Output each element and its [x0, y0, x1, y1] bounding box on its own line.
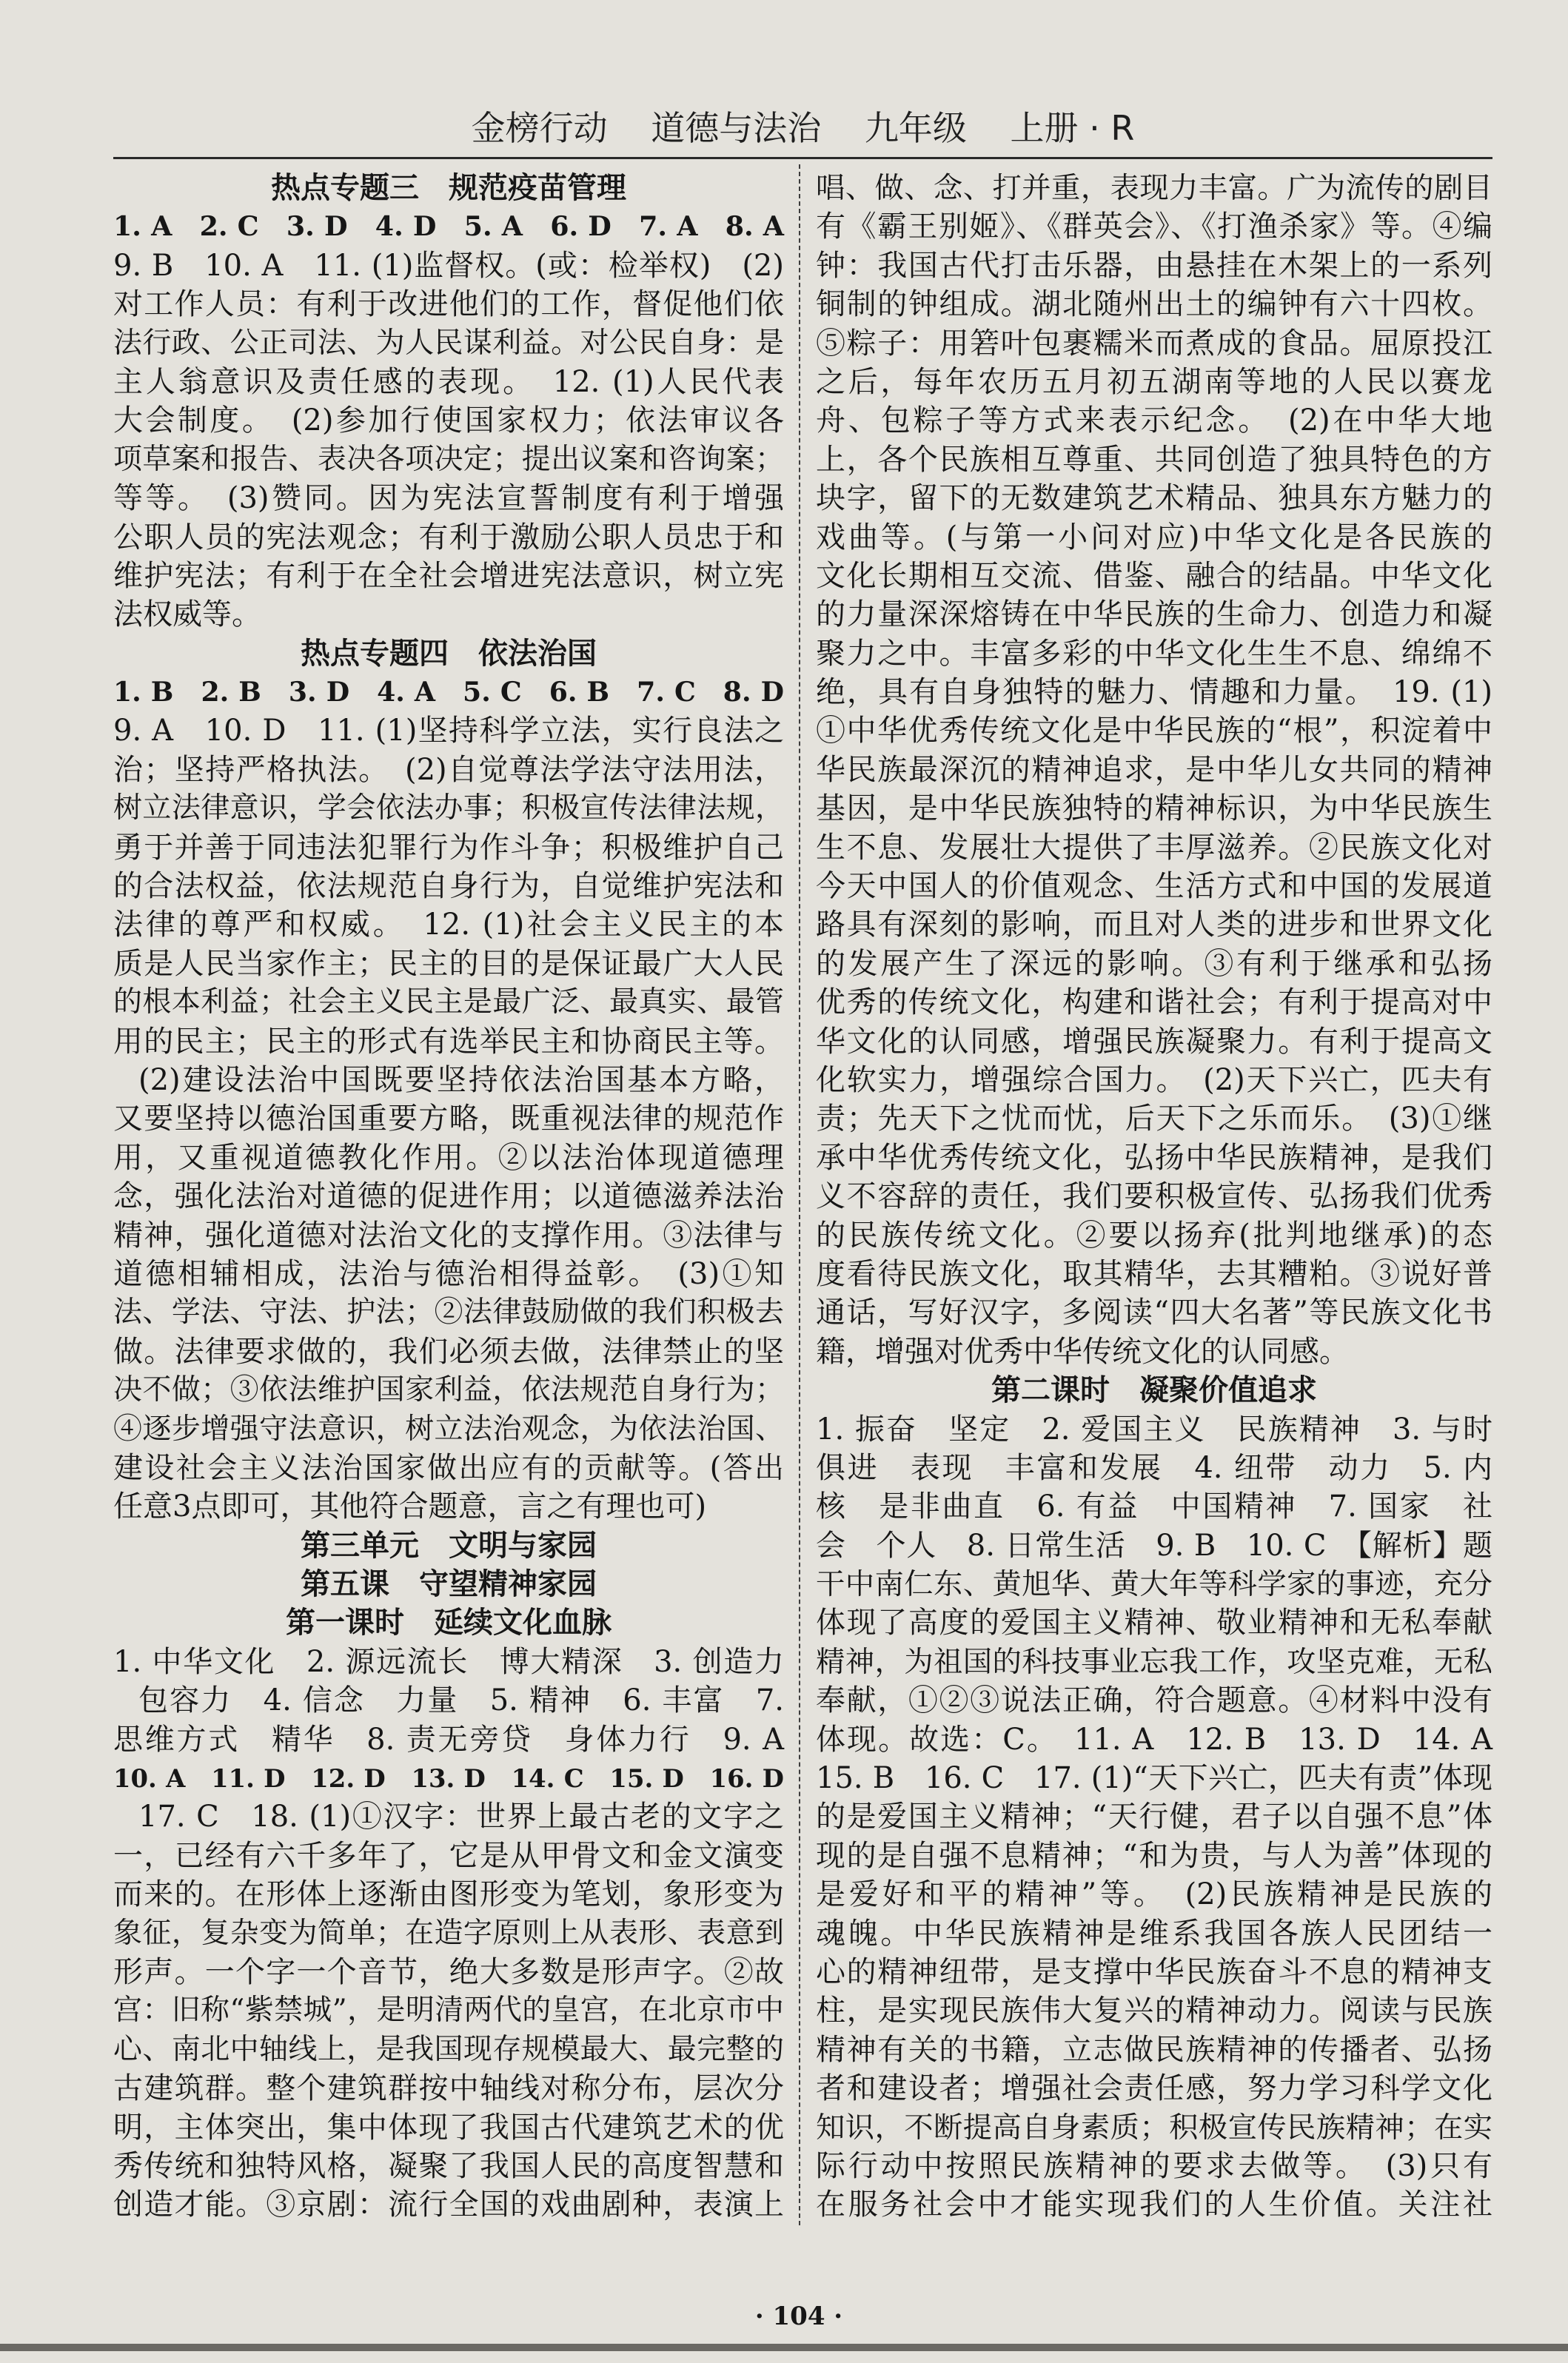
period-heading: 第二课时 凝聚价值追求 [991, 1372, 1317, 1408]
answer-line: 生不息、发展壮大提供了丰厚滋养。②民族文化对 [816, 830, 1492, 865]
answer-line: 决不做；③依法维护国家利益，依法规范自身行为； [113, 1373, 784, 1407]
answer-line: 用的民主；民主的形式有选举民主和协商民主等。 [113, 1024, 784, 1059]
answer-line: ⑤粽子：用箬叶包裹糯米而煮成的食品。屈原投江 [816, 326, 1492, 361]
answer-line: 籍，增强对优秀中华传统文化的认同感。 [816, 1334, 1349, 1369]
answer-line: 度看待民族文化，取其精华，去其糟粕。③说好普 [816, 1256, 1492, 1291]
answer-line: 又要坚持以德治国重要方略，既重视法律的规范作 [113, 1102, 784, 1136]
left-column [113, 169, 784, 2225]
answer-line: 包容力 4. 信念 力量 5. 精神 6. 丰富 7. [138, 1683, 784, 1718]
answer-line: 法行政、公正司法、为人民谋利益。对公民自身：是 [113, 326, 784, 360]
lesson-heading: 第五课 守望精神家园 [301, 1566, 597, 1602]
answer-line: 质是人民当家作主；民主的目的是保证最广大人民 [113, 946, 784, 981]
answer-line: 宫：旧称“紫禁城”，是明清两代的皇宫，在北京市中 [113, 1994, 784, 2028]
answer-line: 块字，留下的无数建筑艺术精品、独具东方魅力的 [816, 481, 1492, 516]
answer-line: 通话，写好汉字，多阅读“四大名著”等民族文化书 [816, 1296, 1492, 1330]
answer-line: 明，主体突出，集中体现了我国古代建筑艺术的优 [113, 2110, 784, 2145]
answer-line: 形声。一个字一个音节，绝大多数是形声字。②故 [113, 1954, 784, 1989]
answer-line: 是爱好和平的精神”等。 (2)民族精神是民族的 [816, 1877, 1492, 1912]
period-heading: 第一课时 延续文化血脉 [286, 1605, 612, 1640]
answer-line: 主人翁意识及责任感的表现。 12. (1)人民代表 [113, 364, 784, 399]
answer-line: 秀传统和独特风格，凝聚了我国人民的高度智慧和 [113, 2148, 784, 2183]
header-brand: 金榜行动 [471, 108, 608, 148]
answer-line: 1. A 2. C 3. D 4. D 5. A 6. D 7. A 8. A [113, 210, 784, 243]
answer-line: 任意3点即可，其他符合题意，言之有理也可) [113, 1489, 707, 1524]
header-subject: 道德与法治 [651, 108, 822, 148]
header-rule [113, 157, 1492, 159]
column-divider [799, 164, 800, 2225]
answer-line: 奉献，①②③说法正确，符合题意。④材料中没有 [816, 1683, 1492, 1718]
answer-line: 之后，每年农历五月初五湖南等地的人民以赛龙 [816, 364, 1492, 399]
answer-line: 文化长期相互交流、借鉴、融合的结晶。中华文化 [816, 558, 1492, 593]
answer-line: 责；先天下之忧而忧，后天下之乐而乐。 (3)①继 [816, 1102, 1492, 1136]
answer-line: 聚力之中。丰富多彩的中华文化生生不息、绵绵不 [816, 636, 1492, 671]
answer-line: 的合法权益，依法规范自身行为，自觉维护宪法和 [113, 869, 784, 904]
answer-line: 际行动中按照民族精神的要求去做等。 (3)只有 [816, 2148, 1492, 2183]
answer-line: 钟：我国古代打击乐器，由悬挂在木架上的一系列 [816, 248, 1492, 283]
answer-line: 道德相辅相成，法治与德治相得益彰。 (3)①知 [113, 1256, 784, 1291]
header-volume: 上册 · R [1010, 108, 1135, 148]
answer-line: 舟、包粽子等方式来表示纪念。 (2)在中华大地 [816, 403, 1492, 438]
answer-line: 10. A 11. D 12. D 13. D 14. C 15. D 16. D [113, 1763, 784, 1794]
answer-line: 而来的。在形体上逐渐由图形变为笔划，象形变为 [113, 1877, 784, 1912]
answer-line: 念，强化法治对道德的促进作用；以道德滋养法治 [113, 1179, 784, 1214]
answer-line: 今天中国人的价值观念、生活方式和中国的发展道 [816, 869, 1492, 904]
answer-line: 创造才能。③京剧：流行全国的戏曲剧种，表演上 [113, 2188, 784, 2222]
answer-line: 精神，为祖国的科技事业忘我工作，攻坚克难，无私 [816, 1644, 1492, 1679]
answer-line: 一，已经有六千多年了，它是从甲骨文和金文演变 [113, 1838, 784, 1873]
section-heading: 热点专题三 规范疫苗管理 [271, 170, 626, 205]
answer-line: 维护宪法；有利于在全社会增进宪法意识，树立宪 [113, 558, 784, 593]
scan-edge [0, 2344, 1568, 2351]
answer-line: 义不容辞的责任，我们要积极宣传、弘扬我们优秀 [816, 1179, 1492, 1214]
answer-line: 9. A 10. D 11. (1)坚持科学立法，实行良法之 [113, 714, 784, 748]
answer-line: 戏曲等。(与第一小问对应)中华文化是各民族的 [816, 520, 1492, 554]
page-number: · 104 · [754, 2302, 843, 2331]
answer-line: 1. B 2. B 3. D 4. A 5. C 6. B 7. C 8. D [113, 676, 784, 708]
answer-line: 法权威等。 [113, 597, 261, 632]
answer-line: 的力量深深熔铸在中华民族的生命力、创造力和凝 [816, 597, 1492, 632]
answer-line: 的是爱国主义精神；“天行健，君子以自强不息”体 [816, 1800, 1492, 1834]
answer-line: 核 是非曲直 6. 有益 中国精神 7. 国家 社 [816, 1489, 1492, 1524]
answer-line: 做。法律要求做的，我们必须去做，法律禁止的坚 [113, 1334, 784, 1369]
answer-line: 树立法律意识，学会依法办事；积极宣传法律法规， [113, 791, 784, 825]
answer-line: 的发展产生了深远的影响。③有利于继承和弘扬 [816, 946, 1492, 981]
answer-line: 对工作人员：有利于改进他们的工作，督促他们依 [113, 287, 784, 322]
answer-line: 华文化的认同感，增强民族凝聚力。有利于提高文 [816, 1024, 1492, 1059]
answer-line: 项草案和报告、表决各项决定；提出议案和咨询案； [113, 442, 784, 476]
answer-line: 基因，是中华民族独特的精神标识，为中华民族生 [816, 791, 1492, 826]
answer-line: 魂魄。中华民族精神是维系我国各族人民团结一 [816, 1916, 1492, 1951]
answer-line: 柱，是实现民族伟大复兴的精神动力。阅读与民族 [816, 1994, 1492, 2028]
right-column [816, 169, 1492, 2225]
answer-line: 治；坚持严格执法。 (2)自觉尊法学法守法用法， [113, 752, 784, 787]
answer-line: 法、学法、守法、护法；②法律鼓励做的我们积极去 [113, 1296, 784, 1330]
answer-line: 用，又重视道德教化作用。②以法治体现道德理 [113, 1140, 784, 1175]
answer-line: 现的是自强不息精神；“和为贵，与人为善”体现的 [816, 1838, 1492, 1873]
answer-line: 绝，具有自身独特的魅力、情趣和力量。 19. (1) [816, 675, 1492, 710]
answer-line: 者和建设者；增强社会责任感，努力学习科学文化 [816, 2071, 1492, 2106]
answer-line: (2)建设法治中国既要坚持依法治国基本方略， [138, 1062, 784, 1097]
section-heading: 热点专题四 依法治国 [301, 635, 597, 671]
answer-line: 9. B 10. A 11. (1)监督权。(或：检举权) (2) [113, 248, 784, 283]
answer-line: 公职人员的宪法观念；有利于激励公职人员忠于和 [113, 520, 784, 554]
answer-line: 建设社会主义法治国家做出应有的贡献等。(答出 [113, 1450, 784, 1485]
answer-line: ①中华优秀传统文化是中华民族的“根”，积淀着中 [816, 714, 1492, 748]
answer-line: ④逐步增强守法意识，树立法治观念，为依法治国、 [113, 1412, 784, 1446]
answer-line: 优秀的传统文化，构建和谐社会；有利于提高对中 [816, 985, 1492, 1020]
answer-line: 体现。故选：C。 11. A 12. B 13. D 14. A [816, 1722, 1492, 1757]
answer-line: 精神，强化道德对法治文化的支撑作用。③法律与 [113, 1218, 784, 1253]
answer-line: 会 个人 8. 日常生活 9. B 10. C 【解析】题 [816, 1528, 1492, 1563]
answer-line: 勇于并善于同违法犯罪行为作斗争；积极维护自己 [113, 830, 784, 865]
answer-line: 有《霸王别姬》、《群英会》、《打渔杀家》等。④编 [816, 210, 1492, 244]
answer-line: 的民族传统文化。②要以扬弃(批判地继承)的态 [816, 1218, 1492, 1253]
answer-line: 知识，不断提高自身素质；积极宣传民族精神；在实 [816, 2110, 1492, 2145]
answer-line: 在服务社会中才能实现我们的人生价值。关注社 [816, 2188, 1492, 2222]
running-header [113, 104, 1492, 152]
answer-line: 精神有关的书籍，立志做民族精神的传播者、弘扬 [816, 2032, 1492, 2067]
answer-line: 心、南北中轴线上，是我国现存规模最大、最完整的 [113, 2032, 784, 2066]
answer-line: 1. 振奋 坚定 2. 爱国主义 民族精神 3. 与时 [816, 1412, 1492, 1447]
answer-line: 俱进 表现 丰富和发展 4. 纽带 动力 5. 内 [816, 1450, 1492, 1485]
answer-line: 1. 中华文化 2. 源远流长 博大精深 3. 创造力 [113, 1644, 784, 1679]
answer-line: 干中南仁东、黄旭华、黄大年等科学家的事迹，充分 [816, 1567, 1492, 1602]
answer-line: 象征，复杂变为简单；在造字原则上从表形、表意到 [113, 1916, 784, 1950]
answer-line: 华民族最深沉的精神追求，是中华儿女共同的精神 [816, 752, 1492, 787]
answer-line: 17. C 18. (1)①汉字：世界上最古老的文字之 [138, 1800, 784, 1834]
answer-line: 等等。 (3)赞同。因为宪法宣誓制度有利于增强 [113, 481, 784, 516]
answer-line: 思维方式 精华 8. 责无旁贷 身体力行 9. A [113, 1722, 784, 1757]
header-grade: 九年级 [864, 108, 967, 148]
answer-line: 的根本利益；社会主义民主是最广泛、最真实、最管 [113, 985, 784, 1019]
answer-line: 15. B 16. C 17. (1)“天下兴亡，匹夫有责”体现 [816, 1761, 1492, 1796]
answer-line: 路具有深刻的影响，而且对人类的进步和世界文化 [816, 908, 1492, 942]
answer-line: 铜制的钟组成。湖北随州出土的编钟有六十四枚。 [816, 287, 1492, 322]
answer-line: 古建筑群。整个建筑群按中轴线对称分布，层次分 [113, 2071, 784, 2106]
answer-line: 心的精神纽带，是支撑中华民族奋斗不息的精神支 [816, 1954, 1492, 1989]
answer-line: 化软实力，增强综合国力。 (2)天下兴亡，匹夫有 [816, 1062, 1492, 1097]
answer-line: 大会制度。 (2)参加行使国家权力；依法审议各 [113, 403, 784, 438]
answer-line: 承中华优秀传统文化，弘扬中华民族精神，是我们 [816, 1140, 1492, 1175]
answer-line: 上，各个民族相互尊重、共同创造了独具特色的方 [816, 442, 1492, 477]
answer-line: 唱、做、念、打并重，表现力丰富。广为流传的剧目 [816, 171, 1492, 205]
answer-line: 体现了高度的爱国主义精神、敬业精神和无私奉献 [816, 1606, 1492, 1640]
answer-line: 法律的尊严和权威。 12. (1)社会主义民主的本 [113, 908, 784, 942]
unit-heading: 第三单元 文明与家园 [301, 1527, 597, 1563]
